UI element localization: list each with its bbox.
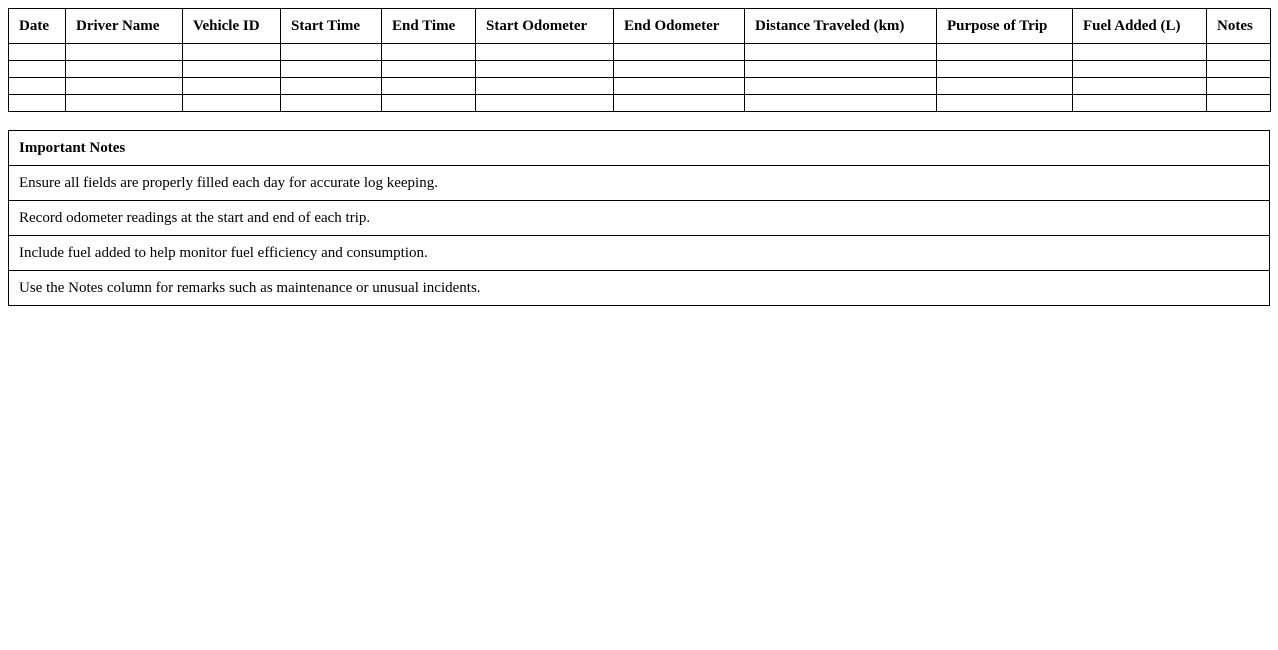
column-header-driver-name: Driver Name xyxy=(66,9,183,44)
column-header-vehicle-id: Vehicle ID xyxy=(183,9,281,44)
table-cell xyxy=(745,78,937,95)
table-cell xyxy=(476,95,614,112)
list-item xyxy=(9,271,1270,306)
table-cell xyxy=(937,78,1073,95)
table-cell xyxy=(9,95,66,112)
table-cell xyxy=(183,44,281,61)
column-header-end-odometer: End Odometer xyxy=(614,9,745,44)
table-cell xyxy=(382,78,476,95)
table-cell xyxy=(476,78,614,95)
column-header-start-time: Start Time xyxy=(281,9,382,44)
column-header-end-time: End Time xyxy=(382,9,476,44)
table-cell xyxy=(937,61,1073,78)
document xyxy=(8,8,1270,306)
table-cell xyxy=(1207,95,1271,112)
list-item xyxy=(9,236,1270,271)
table-row xyxy=(9,44,1271,61)
table-cell xyxy=(1073,44,1207,61)
list-item xyxy=(9,201,1270,236)
table-cell xyxy=(745,95,937,112)
table-cell xyxy=(382,44,476,61)
column-header-distance-traveled: Distance Traveled (km) xyxy=(745,9,937,44)
table-cell xyxy=(382,61,476,78)
table-cell xyxy=(614,95,745,112)
column-header-date: Date xyxy=(9,9,66,44)
table-row xyxy=(9,61,1271,78)
table-cell xyxy=(66,44,183,61)
note-item: Include fuel added to help monitor fuel efficiency and consumption. xyxy=(9,236,1270,271)
notes-header-row xyxy=(9,131,1270,166)
column-header-fuel-added: Fuel Added (L) xyxy=(1073,9,1207,44)
table-cell xyxy=(937,95,1073,112)
table-cell xyxy=(281,61,382,78)
table-cell xyxy=(9,78,66,95)
table-cell xyxy=(66,95,183,112)
vehicle-log-table xyxy=(8,8,1271,112)
table-cell xyxy=(937,44,1073,61)
table-row xyxy=(9,95,1271,112)
table-cell xyxy=(614,61,745,78)
table-cell xyxy=(9,61,66,78)
table-cell xyxy=(1207,78,1271,95)
table-cell xyxy=(281,95,382,112)
table-cell xyxy=(1207,44,1271,61)
table-cell xyxy=(382,95,476,112)
table-cell xyxy=(1073,61,1207,78)
column-header-purpose-of-trip: Purpose of Trip xyxy=(937,9,1073,44)
table-cell xyxy=(66,61,183,78)
table-cell xyxy=(183,95,281,112)
table-row xyxy=(9,78,1271,95)
list-item xyxy=(9,166,1270,201)
table-cell xyxy=(1073,95,1207,112)
table-cell xyxy=(66,78,183,95)
note-item: Use the Notes column for remarks such as maintenance or unusual incidents. xyxy=(9,271,1270,306)
table-header-row xyxy=(9,9,1271,44)
table-cell xyxy=(614,78,745,95)
table-cell xyxy=(745,61,937,78)
table-cell xyxy=(281,44,382,61)
table-cell xyxy=(1207,61,1271,78)
table-cell xyxy=(281,78,382,95)
table-cell xyxy=(614,44,745,61)
note-item: Record odometer readings at the start and end of each trip. xyxy=(9,201,1270,236)
table-cell xyxy=(183,78,281,95)
column-header-start-odometer: Start Odometer xyxy=(476,9,614,44)
notes-title: Important Notes xyxy=(9,131,1270,166)
note-item: Ensure all fields are properly filled each day for accurate log keeping. xyxy=(9,166,1270,201)
table-cell xyxy=(476,44,614,61)
table-cell xyxy=(476,61,614,78)
important-notes-table xyxy=(8,130,1270,306)
column-header-notes: Notes xyxy=(1207,9,1271,44)
table-cell xyxy=(745,44,937,61)
table-cell xyxy=(183,61,281,78)
table-cell xyxy=(1073,78,1207,95)
table-cell xyxy=(9,44,66,61)
